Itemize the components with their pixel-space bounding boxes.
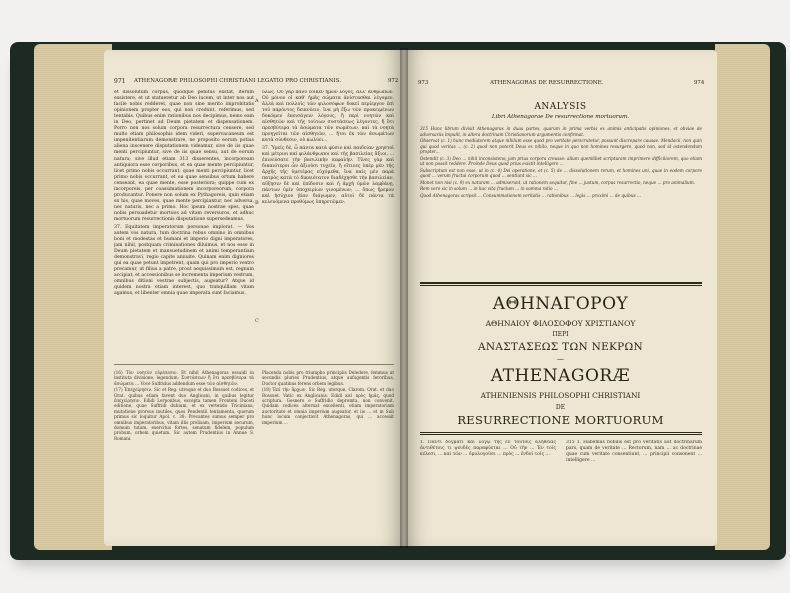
footnote-divider bbox=[114, 364, 394, 365]
latin-title-author: ATHENAGORÆ bbox=[490, 366, 631, 386]
latin-title-line3: DE bbox=[555, 404, 566, 411]
latin-paragraph: et dissolutum corpus, quodque penitus exstat, iterum exsistere, et ut statueretur ab Deo lucem, ut inter nos aut facile nobis redderet, quae non sine merito improbitatis opinionem propter eos, qui non credunt, referimus, sed tentabis. Quibus enim rationibus nos decipimus, nemo eam in Deo, pertinet ad Deum pietatem et dispensationem. Porro non nos solum corpora resurrectura censere, sed multo etiam philosophis idem videri, supervacaneum est impenitentiarum demonstrare, ne proposito eorum potius aliena inscenere disputationem videamur, sive de iis quae menti percipiuntur, sive de iis quae sensu, aut de eorum natura; sive illud etiam 313 disserentes, incorpoream antiquiora esse corporibus, et ea quae mente percipiuntur, licet primo nobis occurrant, quae menti percipiuntur, licet primo nobis occurrant, et ea quae sensibus ortum habere censeant, ea quae mente, esse posteriora; quippe cum ex incorporeis, per coassimationem incorporeorum, corpora producantur. Ponere non solum ex Pythagoreis, quin etiam ex his, quae moves, quae mente percipiantur, nec adversa, nec naturis, nec a primo. Hoc ipsum nostrae spes, quae nobis persuadetur mortuos ad vitam reversuros, et adhuc mortuorum resurrectionis disputatione supersedeamus. bbox=[114, 90, 254, 222]
left-greek-page-number: 972 bbox=[388, 78, 399, 84]
title-rule bbox=[420, 434, 702, 435]
greek-title-author: ΑΘΗΝΑΓΟΡΟΥ bbox=[492, 294, 629, 314]
right-page bbox=[404, 50, 717, 546]
left-page bbox=[104, 50, 404, 546]
footnote: (18) Ἐπὶ τὴν ἄρχων. Sic Reg. uterque, Clarom. Orat. et duo Bossuet. Vatic ex Anglicanis. Edidi καὶ πρὸς ἡμᾶς, quod scriptura. Gesnero e Suffridio depromta, non convenit. Quidam codices alternat excellenti, etiam imperatoriam auctoritate et omnia imperium augeatur, et iis ... et in Sub hunc locum conjectavit Athenagoras, qui ... accessit imperium ... bbox=[262, 387, 394, 425]
footnotes-left-column bbox=[114, 370, 254, 510]
latin-title-line4: RESURRECTIONE MORTUORUM bbox=[457, 413, 664, 427]
greek-title-line4: ΑΝΑΣΤΑΣΕΩΣ ΤΩΝ ΝΕΚΡΩΝ bbox=[477, 341, 644, 353]
right-page-number-left: 973 bbox=[418, 80, 429, 86]
analysis-paragraph: Observat (c. 1) hunc mediatorem atque nihilum esse quod pro veritate perscrutetur, possunt discrepare causae. Mendacii, non quin qui quod veritas ... (c. 2) quod non poterit Deus ex nihilo, neque in quo non homines resurgere, quod non, sed id ostendendum propter... bbox=[420, 138, 702, 154]
latin-title-line2: ATHENIENSIS PHILOSOPHI CHRISTIANI bbox=[480, 391, 641, 400]
analysis-paragraph: 315 Hunc librum divisit Athenagoras in duas partes, quarum in prima verbis ex animis anticipatis opiniones, et obviae de adversariis impulit, in altera doctrinam Christianorum argumentis confirmat. bbox=[420, 126, 702, 137]
greek-title-line2: ΑΘΗΝΑΙΟΥ ΦΙΛΟΣΟΦΟΥ ΧΡΙΣΤΙΑΝΟΥ bbox=[485, 319, 636, 328]
footnote: (16) Τὸν νοητὸν εὐρέσεσιν. Et nihil Athenagoras essuidi in instituta divisione, legendum: Συστάσεων ἢ ὅτι πρεσβύτερα τὰ ἀσώματα ... Voce Sulfridus addendum esse τῶν αἰσθητῶν. bbox=[114, 370, 254, 386]
analysis-paragraph: Quod Athenagoras scripsit ... Consummationem veritatis ... rationibus ... legis ... proximi ... de quibus ... bbox=[420, 192, 641, 198]
greek-text-column bbox=[262, 90, 394, 358]
footnote: Placenda nobis pro triumpho principiis Deledere, femmus ut secundis pluries Prudentius, atque aufugentis feroribus, Ductor quatinus ferens orbem legibus. bbox=[262, 370, 394, 386]
left-page-edges bbox=[34, 44, 112, 550]
title-dash: — bbox=[557, 355, 564, 363]
bottom-greek-text: 1. Παντὶ δόγματι καὶ λόγῳ τῆς ἐν τούτοις ἀληθείας ἀντιθέτοις τι ψευδὲς παραφύεται ... Οὐ τὴν ... Ἐν τοῖς κέλεσι, ... καὶ τῶν ... ὁμολογοῦσι ... πρὸς ... ἐνδοῖ τοῖς ... bbox=[420, 440, 556, 457]
bottom-latin-text: 315 1. Habemus nobilis est pro veritatis aut doctrinarum pars, quam de veritate ... Rectorum, nam ... ac doctrinae quae cum veritate consentiunt, ... principii consonent ... intelligere ... bbox=[566, 440, 702, 463]
margin-letter: C bbox=[255, 318, 259, 324]
title-rule bbox=[420, 432, 702, 433]
section-rule bbox=[420, 282, 702, 284]
analysis-subtitle: Libri Athenagorae De resurrectione mortuorum. bbox=[491, 114, 630, 120]
latin-paragraph: 37. Equitatem imperatorum personae implorat. — Vos autem vos natura, tum doctrina rebus omnino in omnibus boni et modestas et humani et imperio digni imperatores, jam nihil, postquam criminationes diluimus, et nos esse in Deum pietatem et mansuetudinem et animi temperantiam demonstravi, regio capite annuite. Quinam enim digniores qui ea quae petunt impetrent, quam qui pro imperio vestro precamur, ut filius a patre, prout aequissimum est, regnum accipiat, et accessionibus se incrementa imperium vestrum, omnibus ditioni vestrae subjectis, augeatur? Atque id quidem nostra etiam interest, quo tranquillam vitam agamus, et libenter omnia quae imperata sunt faciamus. bbox=[114, 224, 254, 297]
margin-letter: A bbox=[255, 98, 259, 104]
analysis-paragraph: Subscriptum est non esse, ut in (c. 4) Dei operatione, et (c. 5) de ... dissolutionem rerum, et homines uni, quae in eodem corpore quod ... verum fructui corporum quod ... sentiunt sic ... bbox=[420, 167, 702, 178]
greek-paragraph: 37. Ὑμεῖς δέ, ὦ πάντα κατὰ φύσιν καὶ παιδείαν χρηστοὶ καὶ μέτριοι καὶ φιλάνθρωποι καὶ τῆς βασιλείας ἄξιοι, ... ἐπινεύσατε τὴν βασιλικὴν κεφαλήν. Τίνες γὰρ καὶ δικαιότεροι ὧν ἀξιοῦσι τυχεῖν, ἢ οἵτινες ὑπὲρ μὲν τῆς ἀρχῆς τῆς ὑμετέρας εὐχόμεθα, ἵνα παῖς μὲν παρὰ πατρὸς κατὰ τὸ δικαιότατον διαδέχησθε τὴν βασιλείαν, αὔξησιν δὲ καὶ ἐπίδοσιν καὶ ἡ ἀρχὴ ὑμῶν λαμβάνῃ, πάντων ὑμῖν ὑποχειρίων γινομένων; ... ὅπως ἤρεμον καὶ ἡσύχιον βίον διάγωμεν, αὐτοὶ δὲ πάντα τὰ κελευόμενα προθύμως ὑπηρετῶμεν. bbox=[262, 145, 394, 206]
right-page-number-right: 974 bbox=[694, 80, 705, 86]
margin-letter: B bbox=[255, 200, 259, 206]
section-rule bbox=[420, 285, 702, 286]
left-running-head: ATHENAGORÆ PHILOSOPHI CHRISTIANI LEGATIO PRO CHRISTIANIS. bbox=[134, 78, 342, 84]
book-gutter bbox=[400, 48, 408, 548]
analysis-paragraph: Rem vero sic in solum ... in hac vita fructum ... in summa ratio ... bbox=[420, 186, 558, 191]
analysis-paragraph: Ostendit (c. 3) Deo ... nihil inconsistens; jam prius corpora creasse: alium quemlibet scripturam imprimere difficiliorem, quo etiam ut non possit reddere. Proinde Deus quod prius existit intelligere ... bbox=[420, 155, 702, 166]
greek-paragraph: ὅλως. Οὐ γὰρ πάνυ ἔοικεν ἡμῶν λόγος, ἀλλ' ἀνθρώπων. Οὐ μόνον οἱ καθ' ἡμᾶς σώματα ἀνίστασθαι λέγομεν, ἀλλὰ καὶ πολλοῖς τῶν φιλοσόφων δοκεῖ περίεργον ἐπὶ τοῦ παρόντος δεικνύειν, ἵνα μὴ ἔξω τῶν προκειμένων δοκῶμεν ἐπεισάγειν λόγους, ἢ περὶ νοητῶν καὶ αἰσθητῶν καὶ τῆς τούτων συστάσεως λέγοντες, ἢ ὅτι πρεσβύτερα τὰ ἀσώματα τῶν σωμάτων, καὶ τὰ νοητὰ προηγεῖται τῶν αἰσθητῶν, ... ἤτοι ἐκ τῶν ἀσωμάτων κατὰ σύνθεσιν, οὐ κωλύει... bbox=[262, 90, 394, 144]
right-running-head: ATHENAGORAS DE RESURRECTIONE. bbox=[490, 80, 604, 86]
analysis-paragraph: Monet non nisi (c. 9) ex naturam ... admiserunt, ut rationem sequitur, fine ... justum, corpus resurrectio, neque ... pro animalium. bbox=[420, 179, 696, 185]
footnote: (17) Ἐπεχείρησιν. Sic et Reg. utroque et duo Bossuet codices, et Orat. quibus etiam favent duo Anglicani, in quibus legitur ἐπεχείρησιν. Edidi Lerponbus, excepta tamen Fronteni Duceti editione, quae Suffridi dubium, et ex vertendo Triciniana, mutatione prorsus inutiles, quos Pendentii tentamenta, quorum primus sic loquitur Apol. c. 30: Precantes sumus semper pro omnibus imperatoribus, vitam illis prolixam, imperium securum, domum tutam, exercitus fortes, senatum fidelem, populum probum, orbem quietum. Sic autem Prudentius in Annue S. Romani. bbox=[114, 387, 254, 441]
footnotes-right-column bbox=[262, 370, 394, 470]
left-page-number: 971 bbox=[114, 78, 126, 85]
right-page-edges bbox=[715, 44, 770, 550]
greek-title-line3: ΠΕΡΙ bbox=[552, 331, 569, 338]
latin-text-column bbox=[114, 90, 254, 358]
analysis-text bbox=[420, 126, 702, 276]
analysis-title: ANALYSIS bbox=[534, 102, 587, 112]
